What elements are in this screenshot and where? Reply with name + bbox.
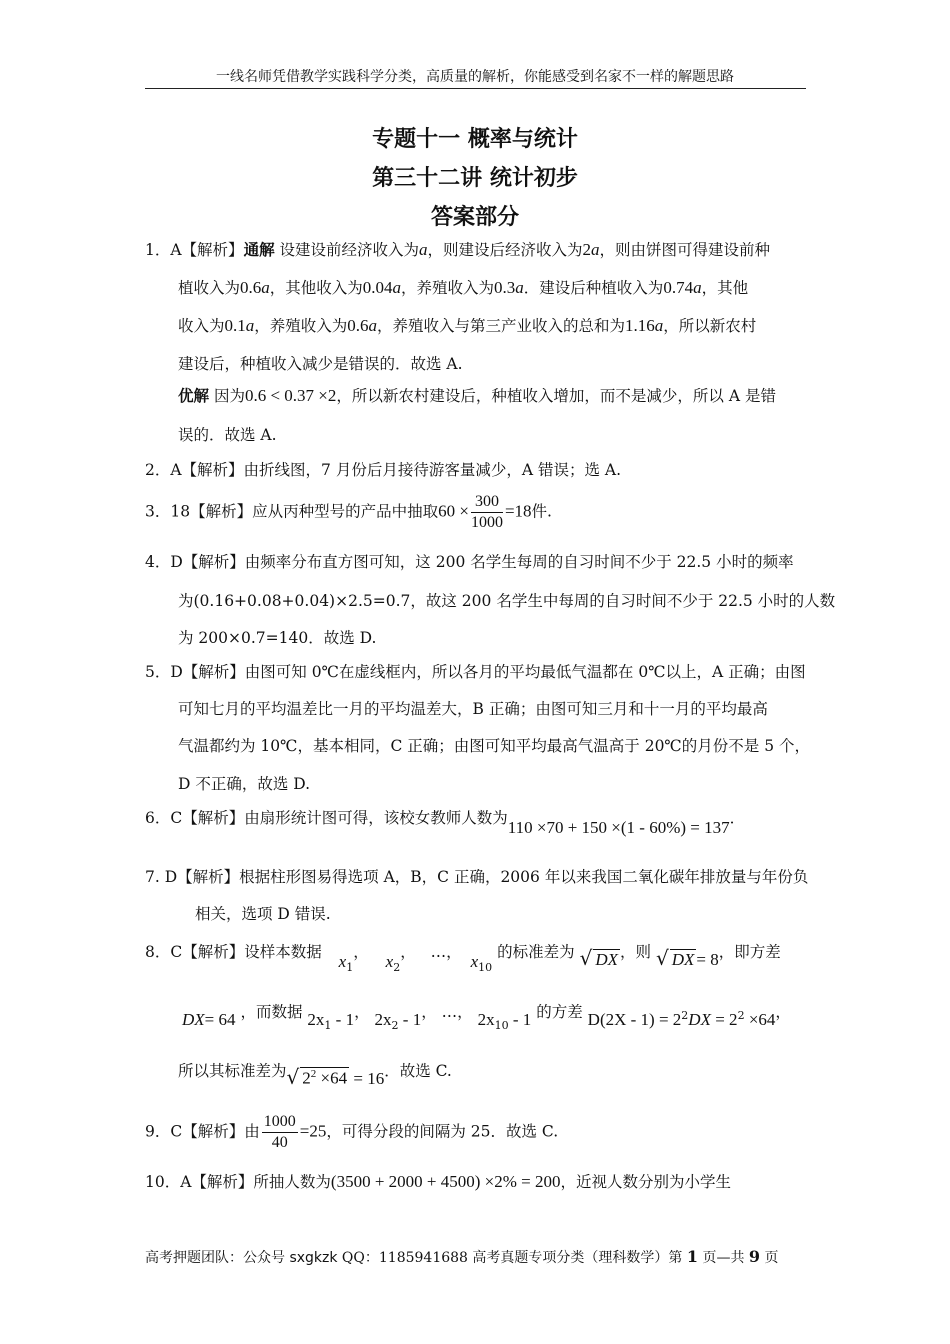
q3-fraction: $\frac{300}{1000}$	[470, 493, 503, 531]
q5-line4: D 不正确，故选 D.	[178, 775, 311, 793]
page-footer: 高考押题团队：公众号 sxgkzk QQ：1185941688 高考真题专项分类（理科数学）第 1 页—共 9 页	[145, 1247, 779, 1266]
q5-line2: 可知七月的平均温差比一月的平均温差大，B 正确；由图可知三月和十一月的平均最高	[178, 700, 768, 718]
q1-line1: 1．A【解析】通解 设建设前经济收入为a，则建设后经济收入为2a，则由饼图可得建设前种	[145, 240, 771, 259]
q1-line6: 误的．故选 A.	[178, 426, 277, 444]
header-rule	[145, 88, 806, 89]
q8-line1: 8．C【解析】设样本数据 $x_1$， $x_2$， …， $x_{10}$ 的标准差为 √ DX ，则 √ DX = 8，即方差	[145, 943, 781, 975]
q1-line3: 收入为0.1a，养殖收入为0.6a，养殖收入与第三产业收入的总和为1.16a，所以新农村	[178, 316, 757, 335]
page-header: 一线名师凭借教学实践科学分类，高质量的解析，你能感受到名家不一样的解题思路	[216, 69, 734, 85]
q1-line4: 建设后，种植收入减少是错误的．故选 A.	[178, 355, 463, 373]
q2-line: 2．A【解析】由折线图，7 月份后月接待游客量减少，A 错误；选 A.	[145, 461, 622, 479]
q7-line2: 相关，选项 D 错误.	[195, 905, 331, 923]
q4-line2: 为(0.16+0.08+0.04)×2.5=0.7，故这 200 名学生中每周的自习时间不少于 22.5 小时的人数	[178, 592, 836, 610]
answers-heading: 答案部分	[430, 205, 519, 230]
q5-line3: 气温都约为 10℃，基本相同，C 正确；由图可知平均最高气温高于 20℃的月份不是 5 个，	[178, 737, 810, 755]
q1-line5: 优解 因为0.6 < 0.37 ×2，所以新农村建设后，种植收入增加，而不是减少，所以 A 是错	[178, 386, 776, 405]
q3-line: 3．18【解析】应从丙种型号的产品中抽取60 × $\frac{300}{1000}$ =18件.	[145, 493, 552, 531]
q8-line3: 所以其标准差为√ $2^2 \times 64 = 16$．故选 C.	[178, 1062, 452, 1089]
lecture-title: 第三十二讲 统计初步	[372, 166, 578, 191]
q4-line3: 为 200×0.7=140．故选 D.	[178, 629, 377, 647]
q4-line1: 4．D【解析】由频率分布直方图可知，这 200 名学生每周的自习时间不少于 22.5 小时的频率	[145, 553, 794, 571]
q5-line1: 5．D【解析】由图可知 0℃在虚线框内，所以各月的平均最低气温都在 0℃以上，A 正确；由图	[145, 663, 806, 681]
q10-line: 10．A【解析】所抽人数为(3500 + 2000 + 4500) ×2% = 200，近视人数分别为小学生	[145, 1172, 732, 1191]
q6-line: 6．C【解析】由扇形统计图可得，该校女教师人数为110 ×70 + 150 ×(1 - 60%) = 137．	[145, 809, 746, 837]
q8-line2: DX= 64 ，而数据 $2x_1 - 1$， $2x_2 - 1$， …， $2x_{10} - 1$ 的方差 $D(2X - 1) = 2^2DX = 2^2 \times 64$，	[182, 1003, 791, 1033]
topic-title: 专题十一 概率与统计	[372, 127, 578, 152]
q9-fraction: $\frac{1000}{40}$	[263, 1113, 296, 1151]
q7-line1: 7. D【解析】根据柱形图易得选项 A，B，C 正确，2006 年以来我国二氧化碳年排放量与年份负	[145, 868, 809, 886]
q9-line: 9．C【解析】由 $\frac{1000}{40}$ =25，可得分段的间隔为 25．故选 C.	[145, 1113, 559, 1151]
q1-line2: 植收入为0.6a，其他收入为0.04a，养殖收入为0.3a．建设后种植收入为0.74a，其他	[178, 278, 749, 297]
